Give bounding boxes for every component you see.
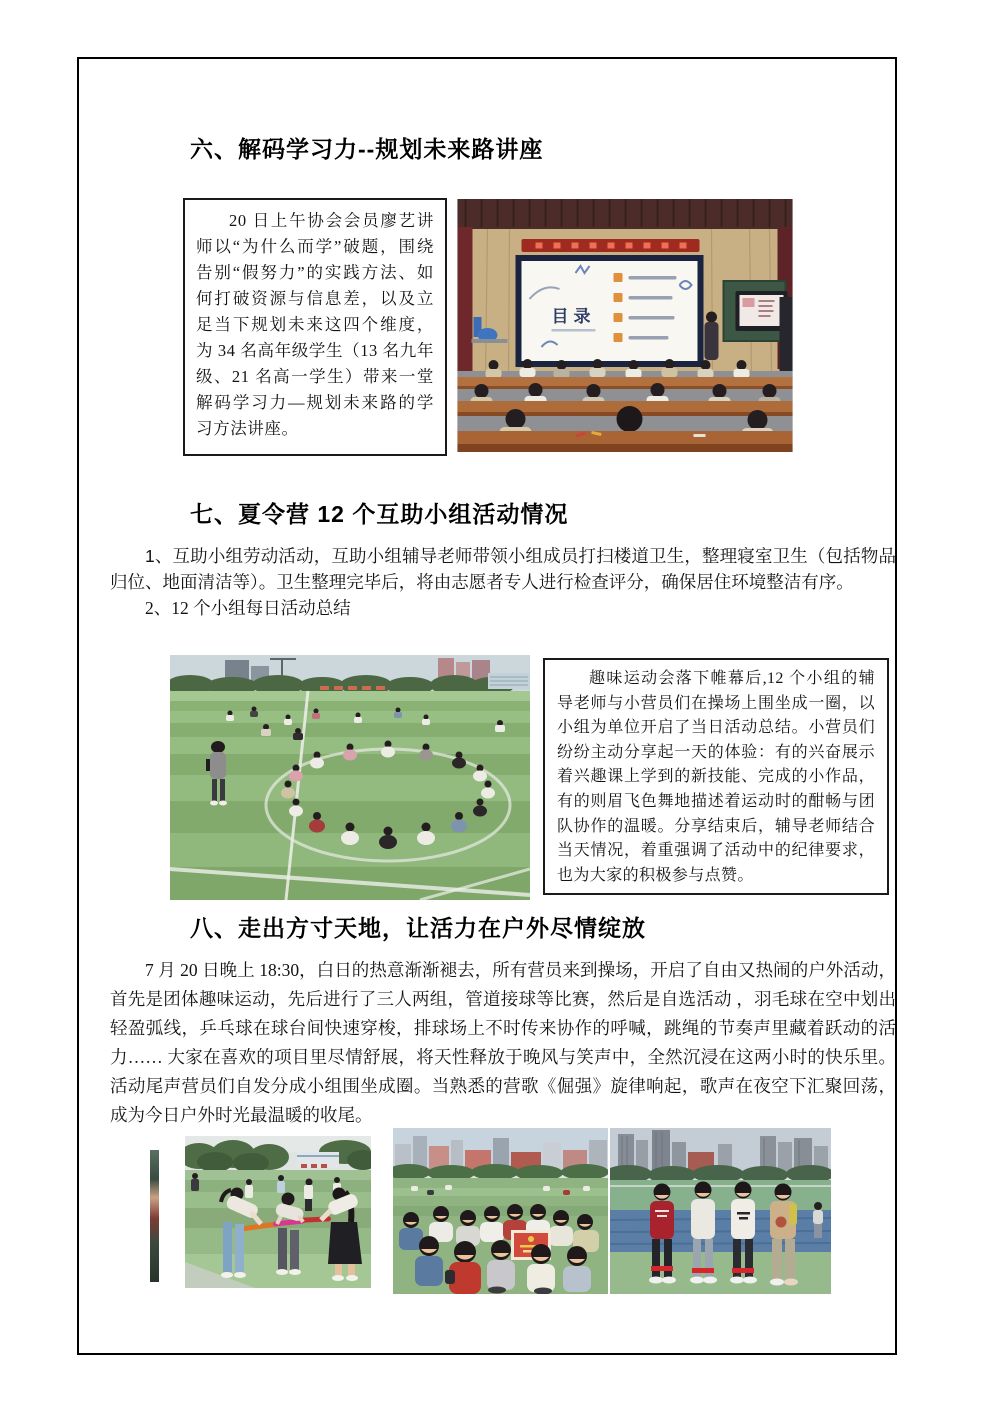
section-7-heading: 七、夏令营 12 个互助小组活动情况: [190, 501, 569, 527]
daily-summary-item: 2、12 个小组每日活动总结: [145, 598, 351, 618]
tied-legs-photo: [610, 1128, 831, 1294]
section-7-textbox: [543, 658, 889, 895]
photo-sliver: [150, 1150, 159, 1282]
section-8-body: 7 月 20 日晚上 18:30，白日的热意渐渐褪去，所有营员来到操场，开启了自由又热闹的户外活动，首先是团体趣味运动，先后进行了三人两组，管道接球等比赛，然后是自选活动 ，羽毛球在空中划出轻盈弧线，乒乓球在球台间快速穿梭，排球场上不时传来协作的呼喊，跳绳的节奏声里藏着跃动的活力…… 大家在喜欢的项目里尽情舒展，将天性释放于晚风与笑声中，全然沉浸在这两小时的快乐里。活动尾声营员们自发分成小组围坐成圈。当熟悉的营歌《倔强》旋律响起，歌声在夜空下汇聚回荡，成为今日户外时光最温暖的收尾。: [110, 960, 896, 1125]
field-circle-illustration: [170, 655, 530, 900]
tied-legs-illustration: [610, 1128, 831, 1294]
kids-award-illustration: [393, 1128, 608, 1294]
section-7-textbox-text: 趣味运动会落下帷幕后,12 个小组的辅导老师与小营员们在操场上围坐成一圈，以小组为单位开启了当日活动总结。小营员们纷纷主动分享起一天的体验：有的兴奋展示着兴趣课上学到的新技能、完成的小作品，有的则眉飞色舞地描述着运动时的酣畅与团队协作的温暖。分享结束后，辅导老师结合当天情况，着重强调了活动中的纪律要求，也为大家的积极参与点赞。: [557, 670, 875, 884]
section-8-heading: 八、走出方寸天地，让活力在户外尽情绽放: [190, 915, 646, 941]
document-page: [77, 57, 897, 1355]
lecture-hall-illustration: [457, 199, 793, 452]
section-6-heading: 六、解码学习力--规划未来路讲座: [190, 136, 544, 162]
labor-activity-lead: 1、互助小组劳动活动，: [145, 546, 332, 566]
slide-title: 目录: [551, 307, 596, 326]
section-7-paragraph: [110, 543, 896, 621]
section-8-paragraph: [110, 956, 896, 1130]
section-6-textbox-text: 20 日上午协会会员廖艺讲师以“为什么而学”破题，围绕告别“假努力”的实践方法、如何打破资源与信息差，以及立足当下规划未来这四个维度，为 34 名高年级学生（13 名九年级、21 名高一学生）带来一堂解码学习力—规划未来路的学习方法讲座。: [196, 211, 434, 438]
tube-game-photo: [185, 1136, 371, 1288]
kids-award-photo: [393, 1128, 608, 1294]
lecture-photo: [457, 199, 793, 452]
field-circle-photo: [170, 655, 530, 900]
labor-activity-item: [110, 543, 896, 595]
tube-game-illustration: [185, 1136, 371, 1288]
section-6-textbox: [183, 198, 447, 456]
labor-activity-body: 互助小组辅导老师带领小组成员打扫楼道卫生，整理寝室卫生（包括物品归位、地面清洁等）。卫生整理完毕后，将由志愿者专人进行检查评分，确保居住环境整洁有序。: [110, 546, 896, 592]
